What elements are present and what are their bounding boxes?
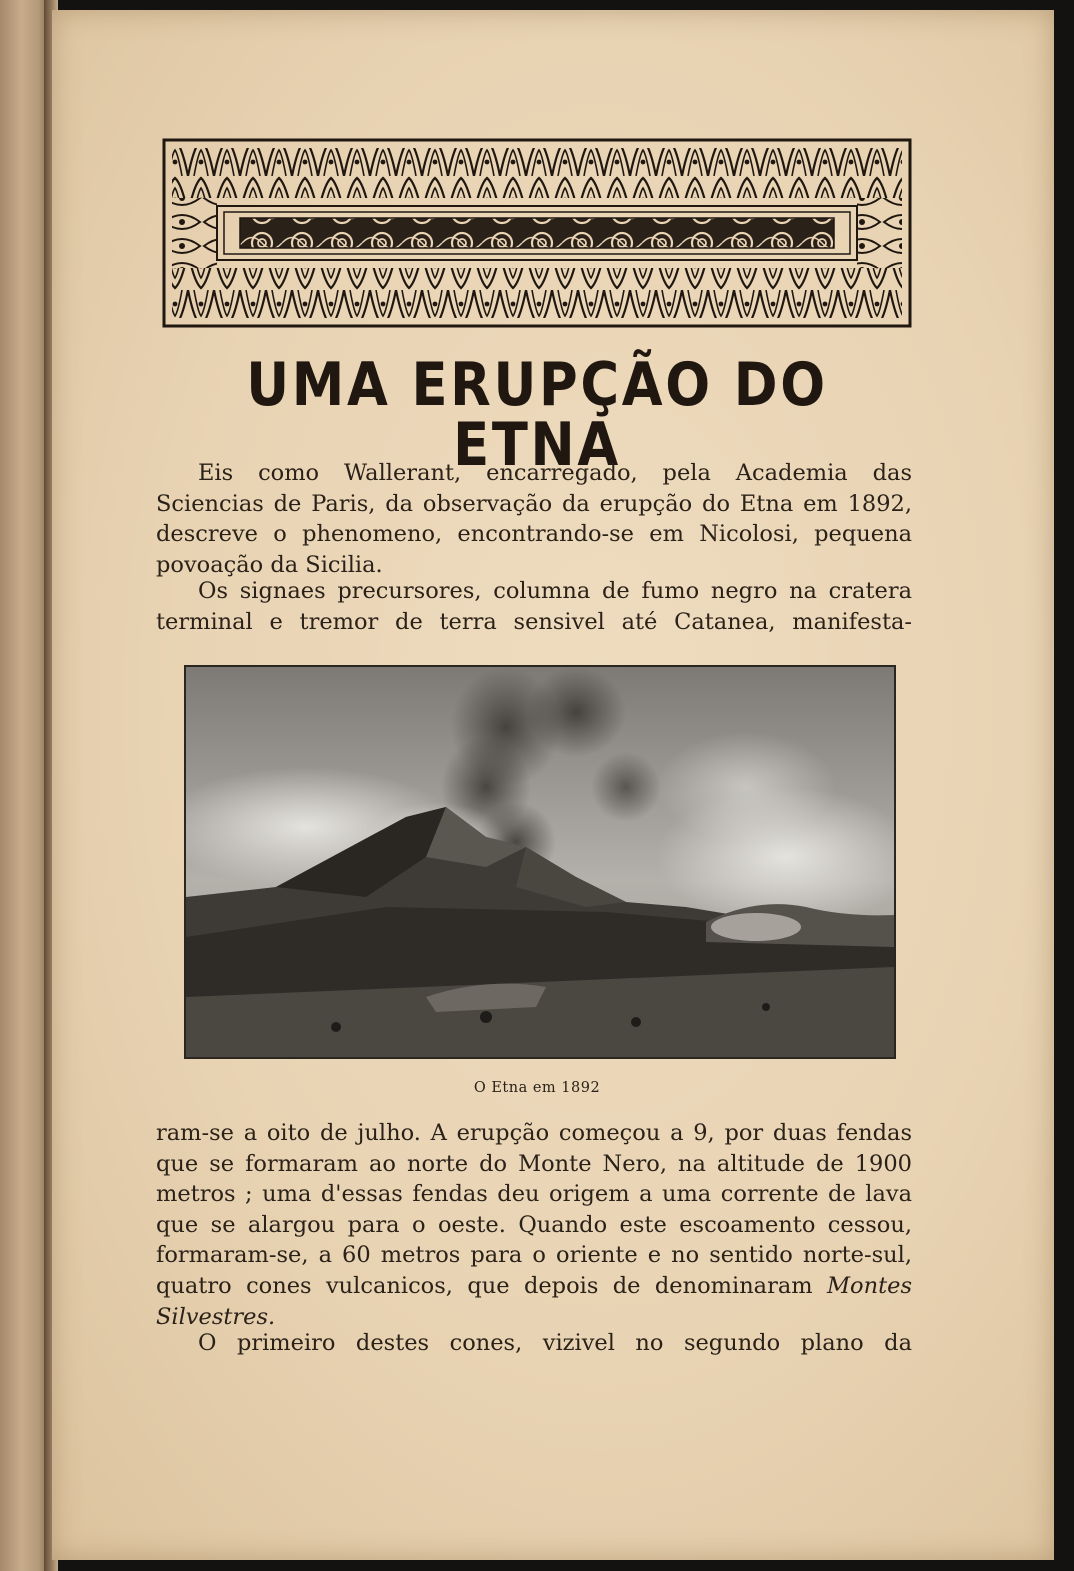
volcano-engraving [186,667,894,1057]
facing-page-edge [0,0,48,1571]
page-title: UMA ERUPÇÃO DO ETNA [246,350,828,480]
book-page [52,10,1054,1560]
body-paragraph-3 [156,1118,912,1332]
body-paragraph-2: Os signaes precursores, columna de fumo negro na cratera terminal e tremor de terra sensivel até Catanea, manifesta- [156,578,912,635]
italic-place-name: Montes Silvestres. [156,1272,912,1330]
body-paragraph-1: Eis como Wallerant, encarregado, pela Academia das Sciencias de Paris, da observação da erupção do Etna em 1892, descreve o phenomeno, encontrando-se em Nicolosi, pequena povoação da Sicilia. [156,460,912,578]
body-paragraph-4: O primeiro destes cones, vizivel no segundo plano da [198,1330,912,1356]
etna-illustration [184,665,896,1059]
body-paragraph-3-text: ram-se a oito de julho. A erupção começou a 9, por duas fendas que se formaram ao norte do Monte Nero, na altitude de 1900 metros ; uma d'essas fendas deu origem a uma corrente de lava que se alargou para o oeste. Quando este escoamento cessou, formaram-se, a 60 metros para o oriente e no sentido norte-sul, quatro cones vulcanicos, que depois de denominaram [156,1120,912,1299]
figure-caption: O Etna em 1892 [473,1080,601,1096]
ornamental-header-band [162,138,912,328]
